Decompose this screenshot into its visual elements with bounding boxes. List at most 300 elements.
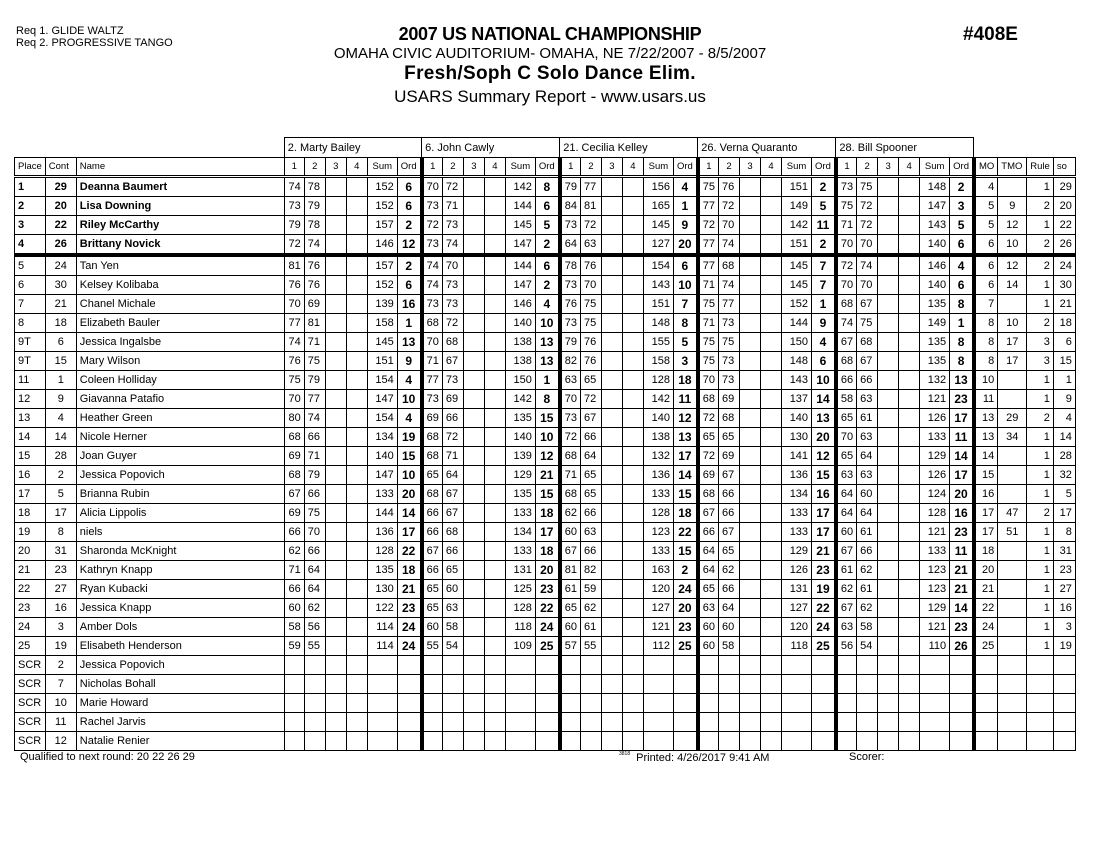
judge4-ordinal: 15 — [812, 466, 836, 485]
judge2-ordinal — [535, 656, 559, 675]
judge2-ordinal: 8 — [535, 177, 559, 197]
judge1-score-1: 66 — [284, 523, 304, 542]
contestant-number: 14 — [45, 428, 76, 447]
judge1-sum: 152 — [367, 177, 397, 197]
judge3-score-2 — [580, 675, 601, 694]
judge5-score-4 — [899, 390, 920, 409]
judge3-score-4 — [622, 409, 643, 428]
judge5-score-2: 63 — [857, 390, 878, 409]
judge2-sum — [505, 732, 535, 751]
judge3-ordinal: 4 — [673, 177, 697, 197]
table-row — [15, 675, 1076, 694]
judge4-score-4 — [761, 561, 782, 580]
judge5-score-4 — [899, 675, 920, 694]
judge4-score-2: 70 — [719, 216, 740, 235]
judge2-score-1: 65 — [422, 599, 443, 618]
judge1-score-4 — [346, 542, 367, 561]
judge4-score-2: 75 — [719, 333, 740, 352]
col-judge2-sum: Sum — [505, 158, 535, 177]
judge3-sum: 158 — [643, 352, 673, 371]
judge-name-5: 28. Bill Spooner — [836, 138, 974, 158]
judge1-score-3 — [325, 637, 346, 656]
judge2-score-3 — [463, 352, 484, 371]
judge4-sum: 131 — [782, 580, 812, 599]
judge5-score-2: 70 — [857, 235, 878, 256]
judge2-score-2: 73 — [442, 371, 463, 390]
judge1-score-2: 71 — [304, 447, 325, 466]
rule-value: 1 — [1027, 485, 1054, 504]
judge1-ordinal: 17 — [397, 523, 421, 542]
contestant-number: 24 — [45, 255, 76, 276]
mo-value: 7 — [974, 295, 998, 314]
place: 16 — [15, 466, 46, 485]
contestant-number: 12 — [45, 732, 76, 751]
tmo-value — [998, 177, 1027, 197]
judge2-sum: 129 — [505, 466, 535, 485]
judge2-score-1: 72 — [422, 216, 443, 235]
judge3-score-2: 59 — [580, 580, 601, 599]
judge3-score-3 — [601, 732, 622, 751]
so-value: 16 — [1053, 599, 1075, 618]
judge1-score-4 — [346, 352, 367, 371]
so-value — [1053, 713, 1075, 732]
judge4-score-1: 72 — [698, 216, 719, 235]
tmo-value — [998, 447, 1027, 466]
col-so: so — [1053, 158, 1075, 177]
judge3-score-1: 67 — [560, 542, 581, 561]
table-row — [15, 197, 1076, 216]
judge5-score-4 — [899, 485, 920, 504]
judge5-sum: 147 — [920, 197, 950, 216]
contestant-name: Jessica Knapp — [76, 599, 284, 618]
judge4-ordinal: 6 — [812, 352, 836, 371]
judge1-score-1: 68 — [284, 466, 304, 485]
judge2-score-2: 65 — [442, 561, 463, 580]
judge5-score-4 — [899, 428, 920, 447]
judge4-score-4 — [761, 295, 782, 314]
judge4-score-1: 65 — [698, 428, 719, 447]
judge2-score-4 — [484, 333, 505, 352]
mo-value: 13 — [974, 409, 998, 428]
contestant-number: 7 — [45, 675, 76, 694]
requirement-1: Req 1. GLIDE WALTZ — [16, 25, 124, 37]
judge4-score-3 — [740, 333, 761, 352]
judge4-ordinal: 5 — [812, 197, 836, 216]
judge1-sum: 152 — [367, 197, 397, 216]
judge1-score-3 — [325, 599, 346, 618]
tmo-value: 17 — [998, 352, 1027, 371]
judge4-score-3 — [740, 599, 761, 618]
judge5-sum — [920, 656, 950, 675]
col-judge5-3: 3 — [878, 158, 899, 177]
table-row — [15, 314, 1076, 333]
judge4-score-4 — [761, 390, 782, 409]
judge5-sum: 121 — [920, 618, 950, 637]
contestant-name: Amber Dols — [76, 618, 284, 637]
contestant-name: Jessica Popovich — [76, 466, 284, 485]
judge2-score-1: 66 — [422, 504, 443, 523]
mo-value: 18 — [974, 542, 998, 561]
judge4-sum: 145 — [782, 255, 812, 276]
judge5-score-3 — [878, 694, 899, 713]
judge5-score-4 — [899, 314, 920, 333]
judge5-score-3 — [878, 561, 899, 580]
judge2-score-2: 60 — [442, 580, 463, 599]
judge1-sum: 147 — [367, 466, 397, 485]
rule-value — [1027, 694, 1054, 713]
place: 8 — [15, 314, 46, 333]
championship-title: 2007 US NATIONAL CHAMPIONSHIP — [398, 24, 702, 44]
judge1-ordinal: 24 — [397, 618, 421, 637]
judge4-score-1: 64 — [698, 542, 719, 561]
judge2-score-1: 70 — [422, 333, 443, 352]
judge2-ordinal: 2 — [535, 235, 559, 256]
judge4-score-4 — [761, 485, 782, 504]
judge2-score-4 — [484, 177, 505, 197]
mo-value — [974, 694, 998, 713]
judge1-score-4 — [346, 371, 367, 390]
judge1-score-4 — [346, 235, 367, 256]
rule-value: 3 — [1027, 352, 1054, 371]
judge3-score-2: 81 — [580, 197, 601, 216]
judge2-score-4 — [484, 371, 505, 390]
judge1-sum: 146 — [367, 235, 397, 256]
col-judge4-sum: Sum — [782, 158, 812, 177]
judge5-ordinal: 2 — [950, 177, 974, 197]
requirements-list — [16, 25, 173, 49]
judge1-score-3 — [325, 447, 346, 466]
judge2-score-1: 55 — [422, 637, 443, 656]
mo-value — [974, 656, 998, 675]
place: 12 — [15, 390, 46, 409]
judge4-sum: 150 — [782, 333, 812, 352]
judge4-score-2: 69 — [719, 447, 740, 466]
judge1-score-3 — [325, 177, 346, 197]
judge5-score-4 — [899, 447, 920, 466]
judge5-sum: 128 — [920, 504, 950, 523]
judge5-sum: 143 — [920, 216, 950, 235]
tmo-value — [998, 713, 1027, 732]
col-judge4-4: 4 — [761, 158, 782, 177]
table-row — [15, 523, 1076, 542]
so-value: 22 — [1053, 216, 1075, 235]
judge3-score-2: 82 — [580, 561, 601, 580]
judge2-score-4 — [484, 523, 505, 542]
judge2-ordinal: 17 — [535, 523, 559, 542]
report-code: 3818 — [619, 751, 631, 757]
report-title-block — [250, 23, 850, 107]
judge5-sum: 121 — [920, 523, 950, 542]
rule-value: 2 — [1027, 504, 1054, 523]
judge5-score-3 — [878, 637, 899, 656]
judge3-ordinal: 20 — [673, 599, 697, 618]
place: 14 — [15, 428, 46, 447]
place: 21 — [15, 561, 46, 580]
col-judge3-sum: Sum — [643, 158, 673, 177]
judge3-score-3 — [601, 599, 622, 618]
judge1-score-4 — [346, 732, 367, 751]
judge2-ordinal: 20 — [535, 561, 559, 580]
judge4-score-1: 72 — [698, 447, 719, 466]
judge5-score-2: 61 — [857, 580, 878, 599]
col-judge1-3: 3 — [325, 158, 346, 177]
col-judge1-2: 2 — [304, 158, 325, 177]
judge3-score-2: 75 — [580, 314, 601, 333]
judge4-score-1: 69 — [698, 466, 719, 485]
judge5-score-3 — [878, 656, 899, 675]
judge1-ordinal: 6 — [397, 177, 421, 197]
judge5-score-2: 54 — [857, 637, 878, 656]
judge3-sum: 127 — [643, 599, 673, 618]
judge3-sum: 112 — [643, 637, 673, 656]
table-row — [15, 333, 1076, 352]
judge2-score-4 — [484, 637, 505, 656]
judge3-sum: 123 — [643, 523, 673, 542]
judge5-score-1: 72 — [836, 255, 857, 276]
judge2-score-2: 73 — [442, 276, 463, 295]
judge4-ordinal — [812, 656, 836, 675]
judge3-score-1: 70 — [560, 390, 581, 409]
judge1-score-2: 76 — [304, 276, 325, 295]
judge4-ordinal: 13 — [812, 409, 836, 428]
judge2-score-4 — [484, 216, 505, 235]
judge5-score-3 — [878, 732, 899, 751]
table-row — [15, 177, 1076, 197]
table-row — [15, 485, 1076, 504]
judge2-score-4 — [484, 561, 505, 580]
judge2-score-1: 66 — [422, 523, 443, 542]
judge4-ordinal: 17 — [812, 523, 836, 542]
judge3-ordinal: 24 — [673, 580, 697, 599]
requirement-2: Req 2. PROGRESSIVE TANGO — [16, 37, 173, 49]
judge1-sum: 154 — [367, 371, 397, 390]
rule-value: 1 — [1027, 580, 1054, 599]
judge5-score-2 — [857, 694, 878, 713]
judge1-score-2: 79 — [304, 197, 325, 216]
contestant-name: Heather Green — [76, 409, 284, 428]
tmo-value — [998, 485, 1027, 504]
table-row — [15, 656, 1076, 675]
rule-value: 1 — [1027, 599, 1054, 618]
judge5-ordinal: 5 — [950, 216, 974, 235]
judge3-score-2: 66 — [580, 504, 601, 523]
judge2-score-2: 69 — [442, 390, 463, 409]
judge1-score-2: 62 — [304, 599, 325, 618]
judge2-score-2: 68 — [442, 523, 463, 542]
judge1-score-3 — [325, 216, 346, 235]
judge1-sum: 130 — [367, 580, 397, 599]
judge1-sum: 114 — [367, 618, 397, 637]
so-value: 4 — [1053, 409, 1075, 428]
judge4-score-3 — [740, 314, 761, 333]
judge3-score-2: 66 — [580, 428, 601, 447]
judge5-score-3 — [878, 409, 899, 428]
judge4-score-2: 72 — [719, 197, 740, 216]
judge5-ordinal: 8 — [950, 333, 974, 352]
judge3-score-2: 62 — [580, 599, 601, 618]
judge5-score-1: 74 — [836, 314, 857, 333]
judges-header-row — [15, 138, 1076, 158]
judge5-ordinal: 21 — [950, 561, 974, 580]
judge5-score-3 — [878, 276, 899, 295]
judge1-ordinal: 2 — [397, 216, 421, 235]
judge1-score-2: 70 — [304, 523, 325, 542]
place: SCR — [15, 694, 46, 713]
judge2-score-3 — [463, 255, 484, 276]
judge4-score-3 — [740, 523, 761, 542]
judge5-ordinal: 11 — [950, 542, 974, 561]
tmo-value: 10 — [998, 235, 1027, 256]
col-cont: Cont — [45, 158, 76, 177]
judge1-score-1: 74 — [284, 333, 304, 352]
tmo-value — [998, 542, 1027, 561]
judge4-score-3 — [740, 618, 761, 637]
judge5-sum: 146 — [920, 255, 950, 276]
judge1-score-1: 58 — [284, 618, 304, 637]
judge2-score-4 — [484, 409, 505, 428]
venue-dates: OMAHA CIVIC AUDITORIUM- OMAHA, NE 7/22/2007 - 8/5/2007 — [333, 45, 767, 62]
judge1-sum: 158 — [367, 314, 397, 333]
contestant-name: Nicholas Bohall — [76, 675, 284, 694]
judge4-ordinal — [812, 713, 836, 732]
contestant-number: 22 — [45, 216, 76, 235]
judge1-sum: 147 — [367, 390, 397, 409]
contestant-name: Riley McCarthy — [76, 216, 284, 235]
judge4-score-1: 60 — [698, 618, 719, 637]
judge1-score-4 — [346, 314, 367, 333]
judge4-sum — [782, 732, 812, 751]
judge1-score-1: 73 — [284, 197, 304, 216]
judge5-score-3 — [878, 295, 899, 314]
so-value: 5 — [1053, 485, 1075, 504]
judge1-score-3 — [325, 580, 346, 599]
judge1-sum: 154 — [367, 409, 397, 428]
judge3-score-2: 55 — [580, 637, 601, 656]
judge2-score-3 — [463, 618, 484, 637]
judge1-score-4 — [346, 428, 367, 447]
judge2-score-4 — [484, 276, 505, 295]
table-row — [15, 428, 1076, 447]
judge2-score-1: 73 — [422, 295, 443, 314]
judge2-score-2: 54 — [442, 637, 463, 656]
so-value: 17 — [1053, 504, 1075, 523]
judge3-score-4 — [622, 466, 643, 485]
mo-value: 17 — [974, 504, 998, 523]
judge1-ordinal: 14 — [397, 504, 421, 523]
contestant-number: 29 — [45, 177, 76, 197]
rule-value: 1 — [1027, 618, 1054, 637]
judge5-sum: 140 — [920, 235, 950, 256]
contestant-number: 9 — [45, 390, 76, 409]
rule-value: 1 — [1027, 637, 1054, 656]
judge2-score-2 — [442, 656, 463, 675]
judge2-score-2: 66 — [442, 409, 463, 428]
judge4-score-4 — [761, 694, 782, 713]
judge2-score-2 — [442, 732, 463, 751]
judge3-score-4 — [622, 314, 643, 333]
judge2-score-3 — [463, 485, 484, 504]
table-row — [15, 637, 1076, 656]
judge1-sum: 135 — [367, 561, 397, 580]
contestant-name: Rachel Jarvis — [76, 713, 284, 732]
judge1-ordinal: 16 — [397, 295, 421, 314]
judge3-score-3 — [601, 637, 622, 656]
judge5-score-3 — [878, 428, 899, 447]
judge2-ordinal: 1 — [535, 371, 559, 390]
so-value: 9 — [1053, 390, 1075, 409]
table-row — [15, 276, 1076, 295]
judge2-ordinal — [535, 732, 559, 751]
judge5-ordinal: 6 — [950, 276, 974, 295]
place: 24 — [15, 618, 46, 637]
judge1-sum: 157 — [367, 255, 397, 276]
judge3-score-1: 82 — [560, 352, 581, 371]
judge5-score-2: 74 — [857, 255, 878, 276]
judge5-sum — [920, 694, 950, 713]
judge1-ordinal — [397, 732, 421, 751]
judge2-ordinal: 10 — [535, 428, 559, 447]
judge3-score-1: 71 — [560, 466, 581, 485]
so-value — [1053, 732, 1075, 751]
judge1-ordinal: 4 — [397, 409, 421, 428]
col-judge2-1: 1 — [422, 158, 443, 177]
judge3-score-2: 70 — [580, 276, 601, 295]
judge4-score-3 — [740, 428, 761, 447]
judge4-score-3 — [740, 713, 761, 732]
judge2-score-4 — [484, 197, 505, 216]
judge1-score-3 — [325, 352, 346, 371]
judge2-sum: 135 — [505, 409, 535, 428]
contestant-number: 3 — [45, 618, 76, 637]
judge5-score-2: 72 — [857, 197, 878, 216]
judge3-sum: 145 — [643, 216, 673, 235]
blank-cell — [15, 138, 285, 158]
judge5-score-1: 62 — [836, 580, 857, 599]
judge5-ordinal: 4 — [950, 255, 974, 276]
judge4-ordinal: 16 — [812, 485, 836, 504]
judge4-sum: 141 — [782, 447, 812, 466]
judge2-ordinal: 13 — [535, 352, 559, 371]
judge3-score-3 — [601, 580, 622, 599]
judge2-score-4 — [484, 255, 505, 276]
judge4-score-3 — [740, 216, 761, 235]
judge2-score-3 — [463, 371, 484, 390]
judge5-score-3 — [878, 333, 899, 352]
judge5-score-4 — [899, 333, 920, 352]
judge1-score-3 — [325, 466, 346, 485]
judge3-score-1: 72 — [560, 428, 581, 447]
judge4-ordinal: 11 — [812, 216, 836, 235]
judge1-ordinal: 1 — [397, 314, 421, 333]
judge3-score-4 — [622, 713, 643, 732]
judge4-score-4 — [761, 656, 782, 675]
rule-value: 1 — [1027, 295, 1054, 314]
tmo-value: 51 — [998, 523, 1027, 542]
judge3-score-4 — [622, 352, 643, 371]
mo-value: 10 — [974, 371, 998, 390]
contestant-number: 23 — [45, 561, 76, 580]
judge5-ordinal — [950, 713, 974, 732]
place: 2 — [15, 197, 46, 216]
judge2-score-4 — [484, 504, 505, 523]
judge4-sum: 152 — [782, 295, 812, 314]
judge3-score-4 — [622, 295, 643, 314]
judge3-ordinal: 23 — [673, 618, 697, 637]
judge1-score-2: 77 — [304, 390, 325, 409]
judge4-score-2: 77 — [719, 295, 740, 314]
so-value: 15 — [1053, 352, 1075, 371]
judge5-score-1: 60 — [836, 523, 857, 542]
